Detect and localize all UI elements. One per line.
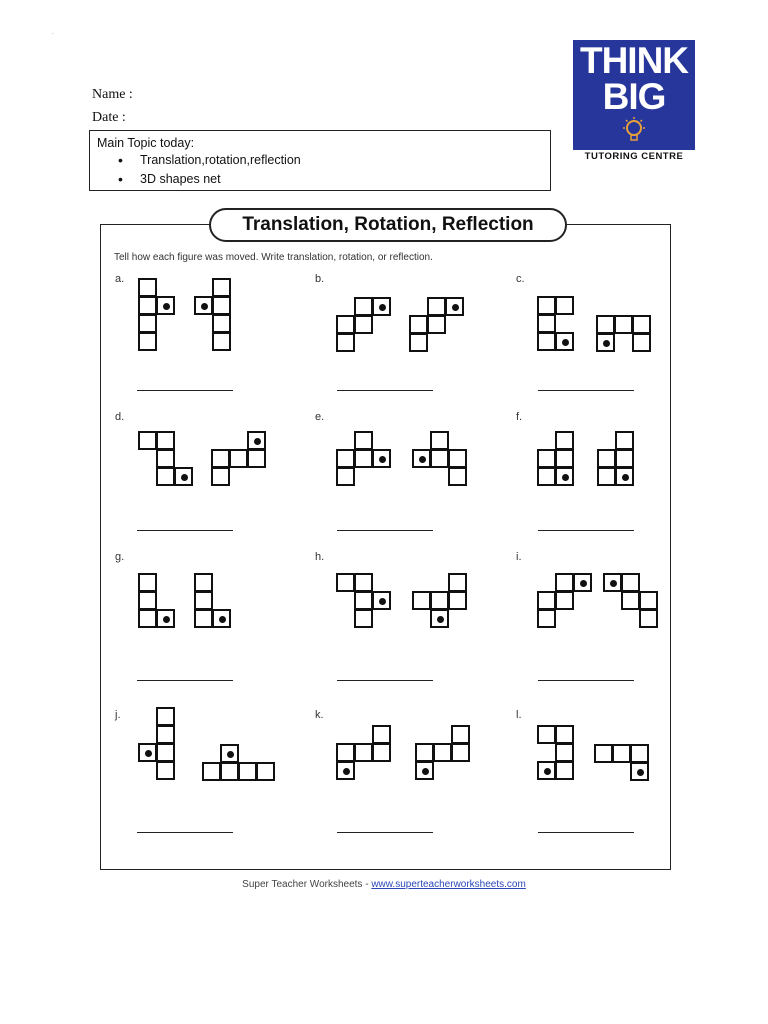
figure-square — [555, 449, 574, 468]
footer-credit — [0, 879, 768, 890]
figure-square — [415, 743, 434, 762]
figure-dot — [254, 438, 261, 445]
answer-line[interactable] — [137, 390, 233, 391]
figure-dot — [437, 616, 444, 623]
main-topic-title: Main Topic today: — [97, 136, 195, 150]
figure-square — [174, 467, 193, 486]
figure-square — [639, 591, 658, 610]
figure-square — [433, 743, 452, 762]
lightbulb-icon — [621, 116, 647, 146]
figure-square — [615, 431, 634, 450]
figure-square — [247, 449, 266, 468]
figure-square — [194, 609, 213, 628]
figure-square — [594, 744, 613, 763]
figure-square — [354, 609, 373, 628]
date-label: Date : — [92, 110, 126, 125]
figure-square — [555, 296, 574, 315]
figure-square — [156, 743, 175, 762]
corner-mark: . — [52, 30, 54, 36]
figure-square — [612, 744, 631, 763]
answer-line[interactable] — [337, 680, 433, 681]
figure-square — [372, 591, 391, 610]
figure-square — [448, 467, 467, 486]
figure-square — [194, 296, 213, 315]
think-big-logo — [573, 40, 695, 150]
figure-square — [430, 609, 449, 628]
figure-square — [238, 762, 257, 781]
figure-square — [194, 573, 213, 592]
figure-square — [212, 296, 231, 315]
figure-square — [372, 725, 391, 744]
figure-square — [614, 315, 633, 334]
figure-square — [632, 333, 651, 352]
answer-line[interactable] — [337, 530, 433, 531]
figure-square — [212, 314, 231, 333]
figure-dot — [163, 616, 170, 623]
figure-square — [336, 743, 355, 762]
answer-line[interactable] — [137, 680, 233, 681]
figure-square — [621, 591, 640, 610]
figure-square — [372, 297, 391, 316]
figure-square — [354, 743, 373, 762]
figure-square — [156, 761, 175, 780]
figure-square — [632, 315, 651, 334]
exercise-label: b. — [315, 273, 325, 285]
figure-square — [354, 297, 373, 316]
figure-square — [555, 431, 574, 450]
answer-line[interactable] — [538, 832, 634, 833]
figure-dot — [422, 768, 429, 775]
figure-square — [615, 449, 634, 468]
figure-square — [138, 278, 157, 297]
exercise-label: d. — [115, 411, 125, 423]
figure-square — [555, 332, 574, 351]
figure-square — [430, 431, 449, 450]
figure-square — [138, 591, 157, 610]
answer-line[interactable] — [337, 832, 433, 833]
figure-dot — [227, 751, 234, 758]
figure-square — [336, 333, 355, 352]
figure-square — [555, 573, 574, 592]
figure-square — [211, 467, 230, 486]
name-label: Name : — [92, 87, 133, 102]
answer-line[interactable] — [337, 390, 433, 391]
figure-square — [555, 761, 574, 780]
topic-item: • Translation,rotation,reflection — [140, 151, 301, 170]
figure-square — [448, 449, 467, 468]
figure-square — [555, 467, 574, 486]
exercise-label: e. — [315, 411, 325, 423]
figure-dot — [562, 474, 569, 481]
answer-line[interactable] — [538, 530, 634, 531]
figure-dot — [343, 768, 350, 775]
figure-square — [537, 467, 556, 486]
figure-dot — [379, 598, 386, 605]
figure-dot — [419, 456, 426, 463]
figure-square — [430, 449, 449, 468]
figure-square — [630, 762, 649, 781]
figure-square — [138, 573, 157, 592]
figure-square — [354, 591, 373, 610]
figure-square — [336, 573, 355, 592]
worksheet-frame — [100, 224, 671, 870]
figure-dot — [637, 769, 644, 776]
logo-line-2: BIG — [602, 76, 666, 117]
exercise-label: f. — [516, 411, 523, 423]
figure-square — [156, 431, 175, 450]
figure-square — [451, 743, 470, 762]
figure-square — [448, 573, 467, 592]
figure-square — [156, 725, 175, 744]
figure-square — [229, 449, 248, 468]
figure-dot — [610, 580, 617, 587]
figure-square — [256, 762, 275, 781]
figure-dot — [544, 768, 551, 775]
figure-square — [555, 591, 574, 610]
figure-square — [336, 449, 355, 468]
figure-square — [639, 609, 658, 628]
figure-square — [615, 467, 634, 486]
figure-square — [537, 761, 556, 780]
figure-square — [537, 449, 556, 468]
answer-line[interactable] — [538, 680, 634, 681]
figure-square — [448, 591, 467, 610]
figure-square — [247, 431, 266, 450]
figure-square — [156, 609, 175, 628]
footer-link[interactable]: www.superteacherworksheets.com — [371, 879, 526, 890]
figure-dot — [219, 616, 226, 623]
figure-square — [212, 609, 231, 628]
figure-dot — [452, 304, 459, 311]
exercise-label: j. — [115, 709, 121, 721]
figure-square — [555, 725, 574, 744]
figure-square — [372, 449, 391, 468]
figure-square — [412, 449, 431, 468]
figure-square — [409, 315, 428, 334]
answer-line[interactable] — [137, 530, 233, 531]
figure-square — [415, 761, 434, 780]
figure-square — [537, 314, 556, 333]
figure-dot — [580, 580, 587, 587]
figure-square — [212, 332, 231, 351]
figure-square — [409, 333, 428, 352]
exercise-label: h. — [315, 551, 325, 563]
figure-dot — [562, 339, 569, 346]
answer-line[interactable] — [137, 832, 233, 833]
figure-square — [597, 449, 616, 468]
figure-square — [354, 573, 373, 592]
figure-dot — [181, 474, 188, 481]
worksheet-instructions: Tell how each figure was moved. Write translation, rotation, or reflection. — [114, 252, 433, 263]
figure-square — [596, 315, 615, 334]
figure-square — [573, 573, 592, 592]
figure-square — [372, 743, 391, 762]
exercise-label: a. — [115, 273, 125, 285]
figure-square — [354, 315, 373, 334]
figure-square — [537, 296, 556, 315]
figure-dot — [379, 456, 386, 463]
figure-dot — [622, 474, 629, 481]
figure-square — [597, 467, 616, 486]
figure-square — [336, 467, 355, 486]
figure-square — [212, 278, 231, 297]
figure-square — [537, 591, 556, 610]
figure-square — [156, 707, 175, 726]
main-topic-box — [89, 130, 551, 191]
figure-square — [412, 591, 431, 610]
figure-square — [138, 332, 157, 351]
figure-square — [621, 573, 640, 592]
figure-square — [445, 297, 464, 316]
figure-square — [630, 744, 649, 763]
figure-square — [603, 573, 622, 592]
exercise-label: c. — [516, 273, 525, 285]
topic-item: • 3D shapes net — [140, 170, 301, 189]
exercise-label: i. — [516, 551, 522, 563]
figure-square — [156, 449, 175, 468]
figure-square — [537, 332, 556, 351]
figure-square — [156, 467, 175, 486]
figure-square — [555, 743, 574, 762]
figure-square — [354, 431, 373, 450]
figure-square — [427, 297, 446, 316]
figure-square — [138, 431, 157, 450]
figure-dot — [163, 303, 170, 310]
figure-square — [537, 609, 556, 628]
logo-line-1: THINK — [579, 40, 689, 81]
figure-square — [138, 296, 157, 315]
figure-dot — [145, 750, 152, 757]
worksheet-title: Translation, Rotation, Reflection — [209, 208, 567, 242]
figure-square — [336, 315, 355, 334]
figure-square — [156, 296, 175, 315]
answer-line[interactable] — [538, 390, 634, 391]
exercise-label: l. — [516, 709, 522, 721]
figure-square — [220, 744, 239, 763]
figure-square — [336, 761, 355, 780]
figure-dot — [603, 340, 610, 347]
figure-square — [211, 449, 230, 468]
figure-square — [596, 333, 615, 352]
exercise-label: g. — [115, 551, 125, 563]
topic-list — [90, 151, 301, 189]
exercise-label: k. — [315, 709, 324, 721]
figure-square — [220, 762, 239, 781]
figure-dot — [201, 303, 208, 310]
figure-square — [202, 762, 221, 781]
figure-square — [430, 591, 449, 610]
figure-square — [138, 609, 157, 628]
footer-prefix: Super Teacher Worksheets - — [242, 879, 372, 890]
figure-square — [138, 743, 157, 762]
figure-square — [354, 449, 373, 468]
figure-square — [427, 315, 446, 334]
figure-square — [537, 725, 556, 744]
logo-subtitle: TUTORING CENTRE — [584, 151, 684, 162]
figure-square — [194, 591, 213, 610]
figure-square — [451, 725, 470, 744]
figure-square — [138, 314, 157, 333]
figure-dot — [379, 304, 386, 311]
